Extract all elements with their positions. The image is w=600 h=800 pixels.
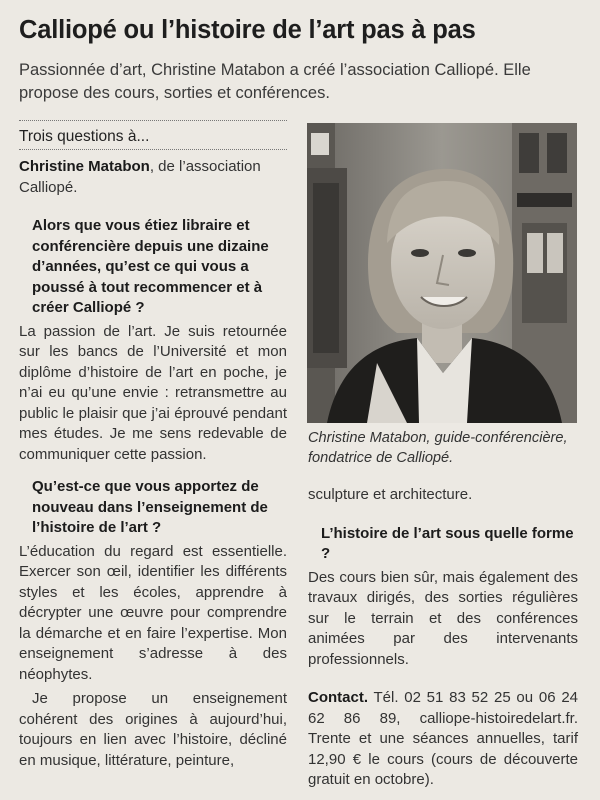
answer-2: L’éducation du regard est essentielle. Exercer son œil, identifier les différents styles et les écoles, apprendre à décrypter une œuvre pour comprendre la démarche et en faire l’expertise. Mon enseignement s’adresse à des néophytes.: [19, 542, 287, 683]
question-1: Alors que vous étiez libraire et conférencière depuis une dizaine d’années, qu’est ce qui vous a poussé à tout recommencer et à créer Calliopé ?: [32, 217, 269, 316]
article-subtitle: Passionnée d’art, Christine Matabon a créé l’association Calliopé. Elle propose des cours, sorties et conférences.: [19, 61, 531, 102]
article-title: Calliopé ou l’histoire de l’art pas à pas: [19, 16, 476, 44]
interview-kicker: Trois questions à...: [19, 128, 150, 145]
divider: [19, 149, 287, 150]
byline: [19, 156, 287, 198]
answer-1: La passion de l’art. Je suis retournée sur les bancs de l’Université et mon diplôme d’histoire de l’art en poche, je n’ai eu qu’une envie : retransmettre au public le plaisir que j’ai éprouvé pendant mes études. Je me sens redevable de communiquer cette passion.: [19, 322, 287, 463]
question-3: L’histoire de l’art sous quelle forme ?: [321, 524, 574, 562]
photo-caption: Christine Matabon, guide-conférencière, fondatrice de Calliopé.: [308, 430, 568, 466]
byline-name: Christine Matabon: [19, 158, 150, 175]
answer-2-end: sculpture et architecture.: [308, 486, 473, 503]
contact-text: Tél. 02 51 83 52 25 ou 06 24 62 86 89, calliope-histoiredelart.fr. Trente et une séances annuelles, tarif 12,90 € le cours (cours de découverte gratuit en octobre).: [308, 689, 578, 788]
portrait-photo: [307, 123, 577, 423]
byline-rest: , de l’association Calliopé.: [19, 158, 261, 196]
divider: [19, 120, 287, 121]
contact-info: [308, 688, 578, 791]
contact-label: Contact.: [308, 689, 368, 706]
right-column: [308, 485, 578, 791]
question-2: Qu’est-ce que vous apportez de nouveau dans l’enseignement de l’histoire de l’art ?: [32, 478, 268, 536]
portrait-illustration: [307, 123, 577, 423]
answer-2-continued: Je propose un enseignement cohérent des origines à aujourd’hui, toujours en lien avec l’histoire, décliné en musique, littérature, peinture,: [19, 690, 287, 769]
left-column: [19, 216, 287, 771]
answer-3: Des cours bien sûr, mais également des travaux dirigés, des sorties régulières sur le terrain et des conférences animées par des intervenants professionnels.: [308, 568, 578, 668]
